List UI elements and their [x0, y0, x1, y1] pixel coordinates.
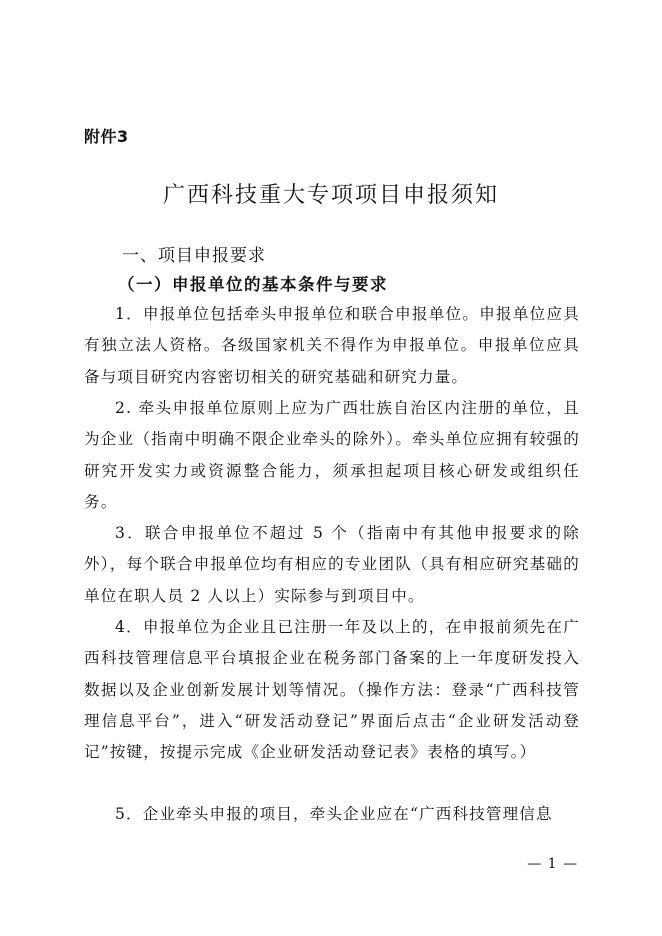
paragraph-5: 5．企业牵头申报的项目，牵头企业应在“广西科技管理信息: [115, 805, 553, 823]
section-heading: 一、项目申报要求: [122, 246, 266, 266]
subsection-heading: （一）申报单位的基本条件与要求: [118, 275, 388, 294]
paragraph-2: 2. 牵头申报单位原则上应为广西壮族自治区内注册的单位，且为企业（指南中明确不限企业牵头的除外）。牵头单位应拥有较强的研究开发实力或资源整合能力，须承担起项目核心研发或组织任务。: [84, 399, 580, 511]
paragraph-4: 4．申报单位为企业且已注册一年及以上的，在申报前须先在广西科技管理信息平台填报企业在税务部门备案的上一年度研发投入数据以及企业创新发展计划等情况。（操作方法：登录“广西科技管理信息平台”，进入“研发活动登记”界面后点击“企业研发活动登记”按键，按提示完成《企业研发活动登记表》表格的填写。）: [84, 618, 580, 762]
attachment-label: 附件3: [84, 127, 129, 146]
paragraph-1: 1．申报单位包括牵头申报单位和联合申报单位。申报单位应具有独立法人资格。各级国家机关不得作为申报单位。申报单位应具备与项目研究内容密切相关的研究基础和研究力量。: [84, 305, 580, 386]
paragraph-3: 3．联合申报单位不超过 5 个（指南中有其他申报要求的除外），每个联合申报单位均有相应的专业团队（具有相应研究基础的单位在职人员 2 人以上）实际参与到项目中。: [84, 524, 580, 605]
page-number: — 1 —: [527, 856, 578, 872]
document-title: 广西科技重大专项项目申报须知: [162, 183, 499, 208]
